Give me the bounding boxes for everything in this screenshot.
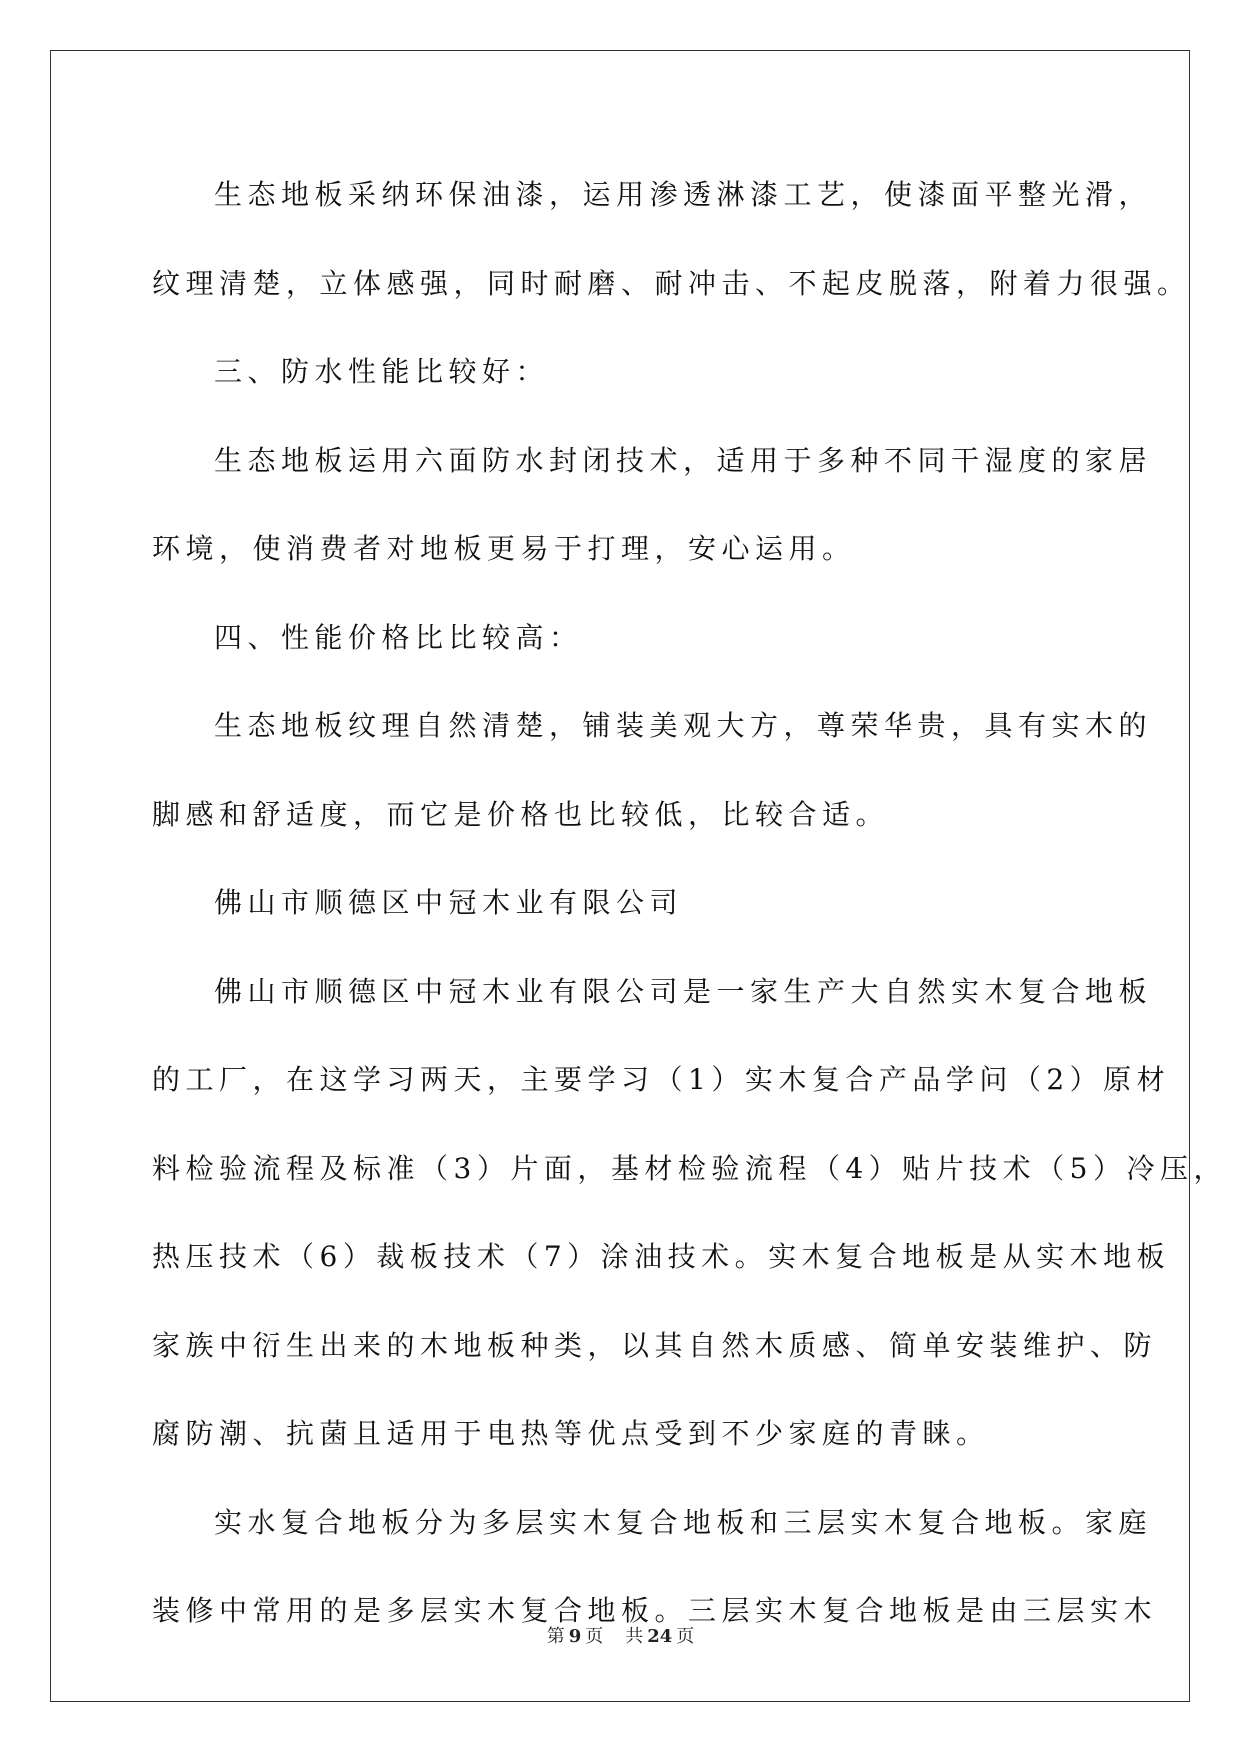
page-number: 9 bbox=[568, 1626, 582, 1647]
paragraph-line: 家族中衍生出来的木地板种类，以其自然木质感、简单安装维护、防 bbox=[152, 1328, 1158, 1362]
page-suffix: 页 bbox=[585, 1626, 604, 1647]
paragraph-line: 生态地板采纳环保油漆，运用渗透淋漆工艺，使漆面平整光滑， bbox=[214, 178, 1153, 211]
paragraph-line: 腐防潮、抗菌且适用于电热等优点受到不少家庭的青睐。 bbox=[152, 1417, 990, 1450]
paragraph-line: 装修中常用的是多层实木复合地板。三层实木复合地板是由三层实木 bbox=[152, 1594, 1158, 1627]
section-heading: 三、防水性能比较好： bbox=[214, 355, 550, 388]
total-prefix: 共 bbox=[625, 1626, 644, 1647]
paragraph-line: 的工厂，在这学习两天，主要学习（1）实木复合产品学问（2）原材 bbox=[152, 1063, 1171, 1096]
paragraph-line: 脚感和舒适度，而它是价格也比较低，比较合适。 bbox=[152, 797, 890, 831]
page-footer bbox=[0, 1622, 1241, 1648]
section-heading: 四、性能价格比比较高： bbox=[214, 620, 583, 654]
total-pages: 24 bbox=[647, 1626, 673, 1647]
paragraph-line: 热压技术（6）裁板技术（7）涂油技术。实木复合地板是从实木地板 bbox=[152, 1240, 1171, 1273]
company-heading: 佛山市顺德区中冠木业有限公司 bbox=[214, 886, 684, 919]
paragraph-line: 佛山市顺德区中冠木业有限公司是一家生产大自然实木复合地板 bbox=[214, 974, 1153, 1008]
paragraph-line: 纹理清楚，立体感强，同时耐磨、耐冲击、不起皮脱落，附着力很强。 bbox=[152, 266, 1191, 300]
paragraph-line: 生态地板运用六面防水封闭技术，适用于多种不同干湿度的家居 bbox=[214, 443, 1153, 477]
paragraph-line: 环境，使消费者对地板更易于打理，安心运用。 bbox=[152, 532, 856, 565]
paragraph-line: 实水复合地板分为多层实木复合地板和三层实木复合地板。家庭 bbox=[214, 1505, 1153, 1539]
paragraph-line: 料检验流程及标准（3）片面，基材检验流程（4）贴片技术（5）冷压， bbox=[152, 1151, 1227, 1185]
document-body bbox=[152, 165, 1227, 1670]
paragraph-line: 生态地板纹理自然清楚，铺装美观大方，尊荣华贵，具有实木的 bbox=[214, 709, 1153, 742]
total-suffix: 页 bbox=[676, 1626, 695, 1647]
page-prefix: 第 bbox=[546, 1626, 565, 1647]
